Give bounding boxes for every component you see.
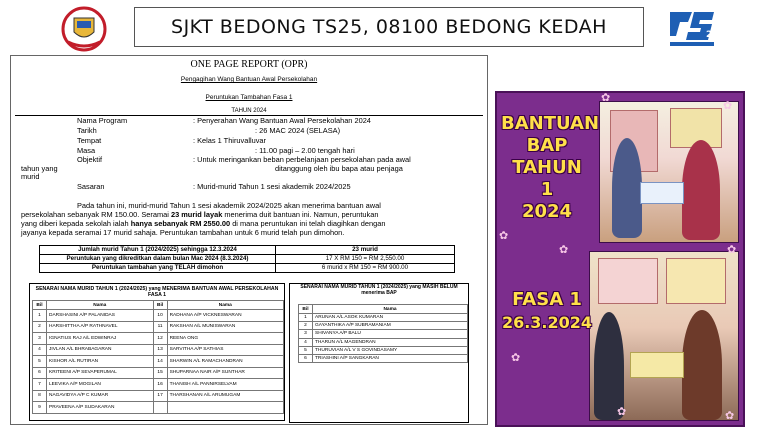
program-label: Nama Program: [77, 116, 128, 125]
table-row: [299, 314, 468, 322]
student-name: ARUNAN A/L ASOK KUMARAN: [313, 314, 468, 322]
student-name: SHIVANYA A/P BALU: [313, 330, 468, 338]
student-number: 2: [299, 322, 313, 330]
student-number: 9: [33, 402, 47, 414]
student-name: KISHOR A/L RUTIRAN: [47, 356, 154, 368]
poster-title-1: BANTUAN: [501, 113, 600, 134]
table-row: [33, 379, 284, 391]
table-row: [299, 338, 468, 346]
student-number: 3: [299, 330, 313, 338]
flower-icon: ✿: [617, 405, 627, 418]
ts25-logo-icon: [666, 6, 718, 50]
student-number: 6: [299, 354, 313, 362]
table-row: [40, 246, 455, 255]
student-number: 14: [153, 356, 167, 368]
poster-title-5: 2024: [521, 201, 573, 222]
date-label: Tarikh: [77, 126, 97, 135]
summary-value: 23 murid: [276, 246, 455, 255]
flower-icon: ✿: [559, 243, 569, 256]
table-row: [299, 346, 468, 354]
summary-label: Jumlah murid Tahun 1 (2024/2025) sehingga 12.3.2024: [40, 246, 276, 255]
time-value: : 11.00 pagi – 2.00 tengah hari: [255, 146, 355, 155]
flower-icon: ✿: [601, 91, 611, 104]
student-name: IGNATIUS RAJ A/L EDWINRAJ: [47, 333, 154, 345]
report-title: ONE PAGE REPORT (OPR): [190, 59, 308, 70]
student-name: NAGAVIDYA A/P C KUMAR: [47, 390, 154, 402]
objective-label: Objektif: [77, 155, 103, 164]
table-row: [33, 321, 284, 333]
summary-table: [39, 245, 455, 273]
flower-icon: ✿: [511, 351, 521, 364]
time-label: Masa: [77, 146, 96, 155]
one-page-report: [10, 55, 488, 425]
table-row: [40, 255, 455, 264]
poster-title-3: TAHUN: [512, 157, 582, 178]
flower-icon: ✿: [723, 99, 733, 112]
pending-list-box: [289, 283, 469, 423]
student-name: THANISH A/L PANNIRSELVAM: [167, 379, 283, 391]
student-number: 1: [33, 310, 47, 322]
ceremony-photo: [599, 101, 739, 243]
table-row: [33, 310, 284, 322]
table-header: Bil Nama: [299, 305, 468, 314]
student-name: LEEVIKA A/P MOGILAN: [47, 379, 154, 391]
student-number: 3: [33, 333, 47, 345]
student-name: REENA ONG: [167, 333, 283, 345]
table-row: [299, 330, 468, 338]
report-subtitle: Pengagihan Wang Bantuan Awal Persekolahan: [180, 76, 318, 83]
summary-value: 17 X RM 150 = RM 2,550.00: [276, 255, 455, 264]
received-list-caption: SENARAI NAMA MURID TAHUN 1 (2024/2025) yang MENERIMA BANTUAN AWAL PERSEKOLAHAN FASA 1: [35, 286, 279, 298]
report-year: TAHUN 2024: [231, 108, 267, 114]
date-value: : 26 MAC 2024 (SELASA): [255, 126, 341, 135]
place-value: : Kelas 1 Thiruvalluvar: [193, 136, 266, 145]
table-row: [33, 402, 284, 414]
place-label: Tempat: [77, 136, 102, 145]
pending-list-table: [298, 304, 468, 363]
student-number: 1: [299, 314, 313, 322]
page-title: SJKT BEDONG TS25, 08100 BEDONG KEDAH: [171, 16, 607, 38]
report-subtitle-phase: Peruntukan Tambahan Fasa 1: [205, 94, 293, 101]
paragraph-line-3: yang diberi kepada sekolah ialah hanya sebanyak RM 2550.00 di mana peruntukan ini telah diagihkan dengan: [21, 219, 386, 228]
poster-date: 26.3.2024: [501, 313, 593, 332]
student-name: [167, 402, 283, 414]
student-number: 11: [153, 321, 167, 333]
flower-icon: ✿: [727, 243, 737, 256]
school-crest-icon: [58, 6, 110, 52]
student-number: 10: [153, 310, 167, 322]
table-row: [299, 322, 468, 330]
pending-list-caption: SENARAI NAMA MURID TAHUN 1 (2024/2025) yang MASIH BELUM menerima BAP: [300, 284, 458, 296]
student-name: DARSHASINI A/P PALANIDAS: [47, 310, 154, 322]
student-number: 5: [33, 356, 47, 368]
ceremony-photo: [589, 251, 739, 421]
summary-value: 6 murid x RM 150 = RM 900.00: [276, 264, 455, 273]
objective-left-1: tahun yang: [21, 164, 58, 173]
student-number: 8: [33, 390, 47, 402]
poster-title-4: 1: [540, 179, 554, 200]
student-name: SHUPARNAA NAIR A/P SUNTHAR: [167, 367, 283, 379]
summary-label: Peruntukan tambahan yang TELAH dimohon: [40, 264, 276, 273]
student-name: THURUVIAN A/L V S GOVINDASAMY: [313, 346, 468, 354]
student-name: HARSHITTHA A/P RATHNAVEL: [47, 321, 154, 333]
table-row: [33, 367, 284, 379]
received-list-table: [32, 300, 284, 414]
student-name: THARSHANAN A/L ARUMUGAM: [167, 390, 283, 402]
page-header: [134, 7, 644, 47]
objective-left-2: murid: [21, 172, 40, 181]
table-row: [33, 356, 284, 368]
student-number: 13: [153, 344, 167, 356]
poster-phase: FASA 1: [512, 289, 582, 310]
table-row: [40, 264, 455, 273]
student-name: JIVLAN A/L BHRABAGARAN: [47, 344, 154, 356]
student-number: 17: [153, 390, 167, 402]
objective-value: : Untuk meringankan beban perbelanjaan persekolahan pada awal: [193, 155, 411, 164]
table-row: [33, 390, 284, 402]
student-number: 6: [33, 367, 47, 379]
paragraph-line-2: persekolahan sebanyak RM 150.00. Seramai 23 murid layak menerima duit bantuan ini. Namun, peruntukan: [21, 210, 379, 219]
target-label: Sasaran: [77, 182, 105, 191]
student-number: 5: [299, 346, 313, 354]
target-value: : Murid-murid Tahun 1 sesi akademik 2024/2025: [193, 182, 351, 191]
student-name: RADHANA A/P VICKNESWARAN: [167, 310, 283, 322]
received-list-box: [29, 283, 285, 421]
svg-text:25: 25: [706, 30, 718, 40]
student-name: SARVITHA A/P SATHIAS: [167, 344, 283, 356]
objective-cont: ditanggung oleh ibu bapa atau penjaga: [275, 164, 403, 173]
table-header: Bil Nama Bil Nama: [33, 301, 284, 310]
student-name: PRAVEENA A/P SUDAKARAN: [47, 402, 154, 414]
table-row: [299, 354, 468, 362]
student-name: TRIASHINI A/P SANGKARAN: [313, 354, 468, 362]
program-value: : Penyerahan Wang Bantuan Awal Persekolahan 2024: [193, 116, 371, 125]
summary-label: Peruntukan yang dikreditkan dalam bulan Mac 2024 (8.3.2024): [40, 255, 276, 264]
student-number: 4: [33, 344, 47, 356]
student-name: THARUN A/L MAGENDRAN: [313, 338, 468, 346]
student-number: 15: [153, 367, 167, 379]
paragraph-line-4: jayanya kepada seramai 17 murid sahaja. Peruntukan tambahan untuk 6 murid telah pun dimohon.: [21, 228, 345, 237]
student-number: 16: [153, 379, 167, 391]
student-number: [153, 402, 167, 414]
student-number: 4: [299, 338, 313, 346]
student-number: 2: [33, 321, 47, 333]
flower-icon: ✿: [499, 229, 509, 242]
student-name: RAKSHAN A/L MUNISWARAN: [167, 321, 283, 333]
flower-icon: ✿: [725, 409, 735, 422]
student-number: 7: [33, 379, 47, 391]
bap-poster: [495, 91, 745, 427]
poster-title-2: BAP: [526, 135, 568, 156]
student-number: 12: [153, 333, 167, 345]
student-name: KRITEENI A/P SEVAPERUMAL: [47, 367, 154, 379]
student-name: GAYANTHIKA A/P SUBRAMANIAM: [313, 322, 468, 330]
table-row: [33, 344, 284, 356]
paragraph-line-1: Pada tahun ini, murid-murid Tahun 1 sesi akademik 2024/2025 akan menerima bantuan awal: [77, 201, 381, 210]
student-name: SHARWIN A/L RAMACHANDRAN: [167, 356, 283, 368]
table-row: [33, 333, 284, 345]
